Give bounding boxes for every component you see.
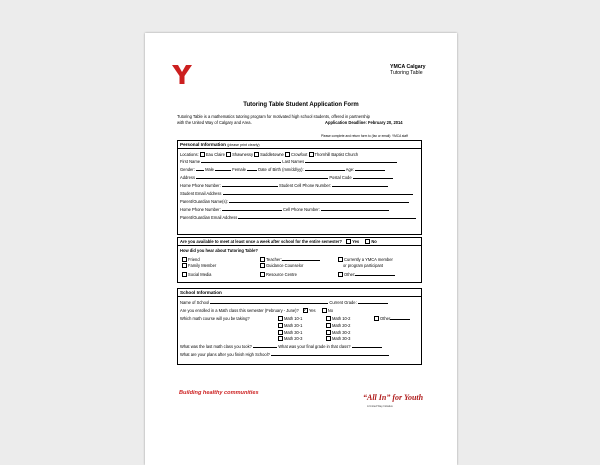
personal-info-section: Personal Information (please print clearly) Locations: Eau Claire Shawnessy Saddletowne Crowfoot Thornhill Baptist Church First Name Last Names Gender: Male Female Date of Birth (mm/dd/yy): Age: Address Postal Code Home Phone Number: Student Cell Phone Number: Student Email Address Parent/Guardian Name(s): Home Phone Number: Cell Phone Number: Parent/Guardian Email Address: [177, 140, 422, 235]
document-page: [145, 33, 457, 465]
source-checkbox[interactable]: [260, 263, 265, 268]
course-checkbox[interactable]: [326, 323, 331, 328]
parent-cell-field[interactable]: [321, 207, 389, 211]
source-checkbox[interactable]: [338, 257, 343, 262]
heard-question: How did you hear about Tutoring Table?: [180, 248, 258, 253]
source-checkbox[interactable]: [182, 272, 187, 277]
locations-row: Locations: Eau Claire Shawnessy Saddletowne Crowfoot Thornhill Baptist Church: [180, 152, 359, 157]
source-note: or program participant: [343, 263, 384, 268]
age-field[interactable]: [355, 167, 385, 171]
enrolled-no-checkbox[interactable]: [322, 308, 327, 313]
parent-home-field[interactable]: [222, 207, 282, 211]
dob-field[interactable]: [305, 167, 345, 171]
home-phone-label: Home Phone Number:: [180, 183, 221, 188]
personal-heading: Personal Information (please print clearly): [180, 142, 260, 147]
enrolled-question: Are you enrolled in a Math class this semester (February - June)?: [180, 308, 299, 313]
availability-section: Are you available to meet at least once a week after school for the entire semester? Yes No How did you hear about Tutoring Table? Friend Teacher: Currently a YMCA member Family Member Guidance Counselor or program participant Social Media Resource Centre Other:: [177, 237, 422, 283]
course-checkbox[interactable]: [278, 316, 283, 321]
home-phone-field[interactable]: [222, 183, 278, 187]
org-sub: Tutoring Table: [390, 70, 423, 77]
deadline: Application Deadline: February 20, 2014: [325, 120, 403, 125]
other-source-field[interactable]: [355, 272, 395, 276]
course-checkbox[interactable]: [374, 316, 379, 321]
grade-label: Current Grade:: [329, 300, 357, 305]
male-field[interactable]: [196, 167, 204, 171]
last-class-field[interactable]: [253, 344, 277, 348]
final-grade-field[interactable]: [352, 344, 382, 348]
cell-phone-field[interactable]: [332, 183, 388, 187]
teacher-field[interactable]: [282, 257, 320, 261]
grade-field[interactable]: [358, 300, 388, 304]
final-grade-label: What was your final grade in that class?: [278, 344, 351, 349]
location-checkbox[interactable]: [285, 152, 290, 157]
parent-name-field[interactable]: [229, 199, 409, 203]
first-name-field[interactable]: [201, 159, 281, 163]
parent-cell-label: Cell Phone Number:: [283, 207, 320, 212]
course-checkbox[interactable]: [278, 323, 283, 328]
school-info-section: School Information Name of School Current Grade: Are you enrolled in a Math class this semester (February - June)? ✓ Yes No Which math course will you be taking? Math 10-1 Math 10-2 Other Math 20-1 Math 20-2 Math 30-1 Math 30-2 Math 20-3 Math 30-3 What was the last math class you took? What was your final grade in that class? What are your plans after you finish High School?: [177, 288, 422, 365]
ymca-y-logo-icon: [171, 63, 193, 85]
other-course-field[interactable]: [390, 316, 410, 320]
school-heading: School Information: [180, 290, 222, 295]
source-checkbox[interactable]: [182, 263, 187, 268]
intro-line-2: with the United Way of Calgary and Area.: [177, 120, 252, 125]
location-checkbox[interactable]: [254, 152, 259, 157]
location-checkbox[interactable]: [226, 152, 231, 157]
dob-label: Date of Birth: [258, 167, 281, 172]
org-name: YMCA Calgary: [390, 64, 426, 70]
course-checkbox[interactable]: [326, 336, 331, 341]
female-field[interactable]: [215, 167, 231, 171]
source-checkbox[interactable]: [260, 272, 265, 277]
locations-label: Locations: [180, 152, 198, 157]
org-header: [390, 64, 426, 77]
availability-question: Are you available to meet at least once a week after school for the entire semester?: [180, 239, 342, 244]
email-field[interactable]: [223, 191, 413, 195]
footer-slogan: Building healthy communities: [179, 390, 259, 396]
which-class-label: Which math course will you be taking?: [180, 316, 250, 321]
school-name-label: Name of School: [180, 300, 210, 305]
first-name-label: First Name: [180, 159, 201, 164]
intro-line-1: Tutoring Table is a mathematics tutoring program for motivated high school students, offered in partnership: [177, 114, 370, 119]
course-checkbox[interactable]: [278, 330, 283, 335]
source-checkbox[interactable]: [338, 272, 343, 277]
location-checkbox[interactable]: [309, 152, 314, 157]
address-field[interactable]: [196, 175, 328, 179]
available-yes-checkbox[interactable]: [346, 239, 351, 244]
enrolled-yes-checkbox[interactable]: [303, 308, 308, 313]
source-checkbox[interactable]: [260, 257, 265, 262]
last-name-field[interactable]: [305, 159, 397, 163]
gender-label: Gender:: [180, 167, 195, 172]
last-class-label: What was the last math class you took?: [180, 344, 252, 349]
plans-label: What are your plans after you finish High School?: [180, 352, 270, 357]
address-label: Address: [180, 175, 196, 180]
parent-email-label: Parent/Guardian Email Address: [180, 215, 238, 220]
postal-label: Postal Code: [329, 175, 352, 180]
email-label: Student Email Address: [180, 191, 222, 196]
postal-field[interactable]: [353, 175, 393, 179]
footer-logo-sub: A United Way Initiative: [367, 405, 393, 408]
cell-phone-label: Student Cell Phone Number:: [279, 183, 332, 188]
course-checkbox[interactable]: [278, 336, 283, 341]
school-name-field[interactable]: [210, 300, 328, 304]
form-title: Tutoring Table Student Application Form: [243, 102, 359, 108]
parent-name-label: Parent/Guardian Name(s):: [180, 199, 229, 204]
course-checkbox[interactable]: [326, 316, 331, 321]
course-checkbox[interactable]: [326, 330, 331, 335]
last-name-label: Last Names: [282, 159, 305, 164]
plans-field[interactable]: [271, 352, 389, 356]
source-checkbox[interactable]: [182, 257, 187, 262]
available-no-checkbox[interactable]: [365, 239, 370, 244]
parent-email-field[interactable]: [238, 215, 416, 219]
intro-note: Please complete and return form to (fax or email): YMCA staff: [321, 134, 408, 138]
footer-logo-text: “All In” for Youth: [363, 393, 424, 402]
location-checkbox[interactable]: [200, 152, 205, 157]
all-in-for-youth-logo: [363, 387, 423, 408]
parent-home-label: Home Phone Number:: [180, 207, 221, 212]
